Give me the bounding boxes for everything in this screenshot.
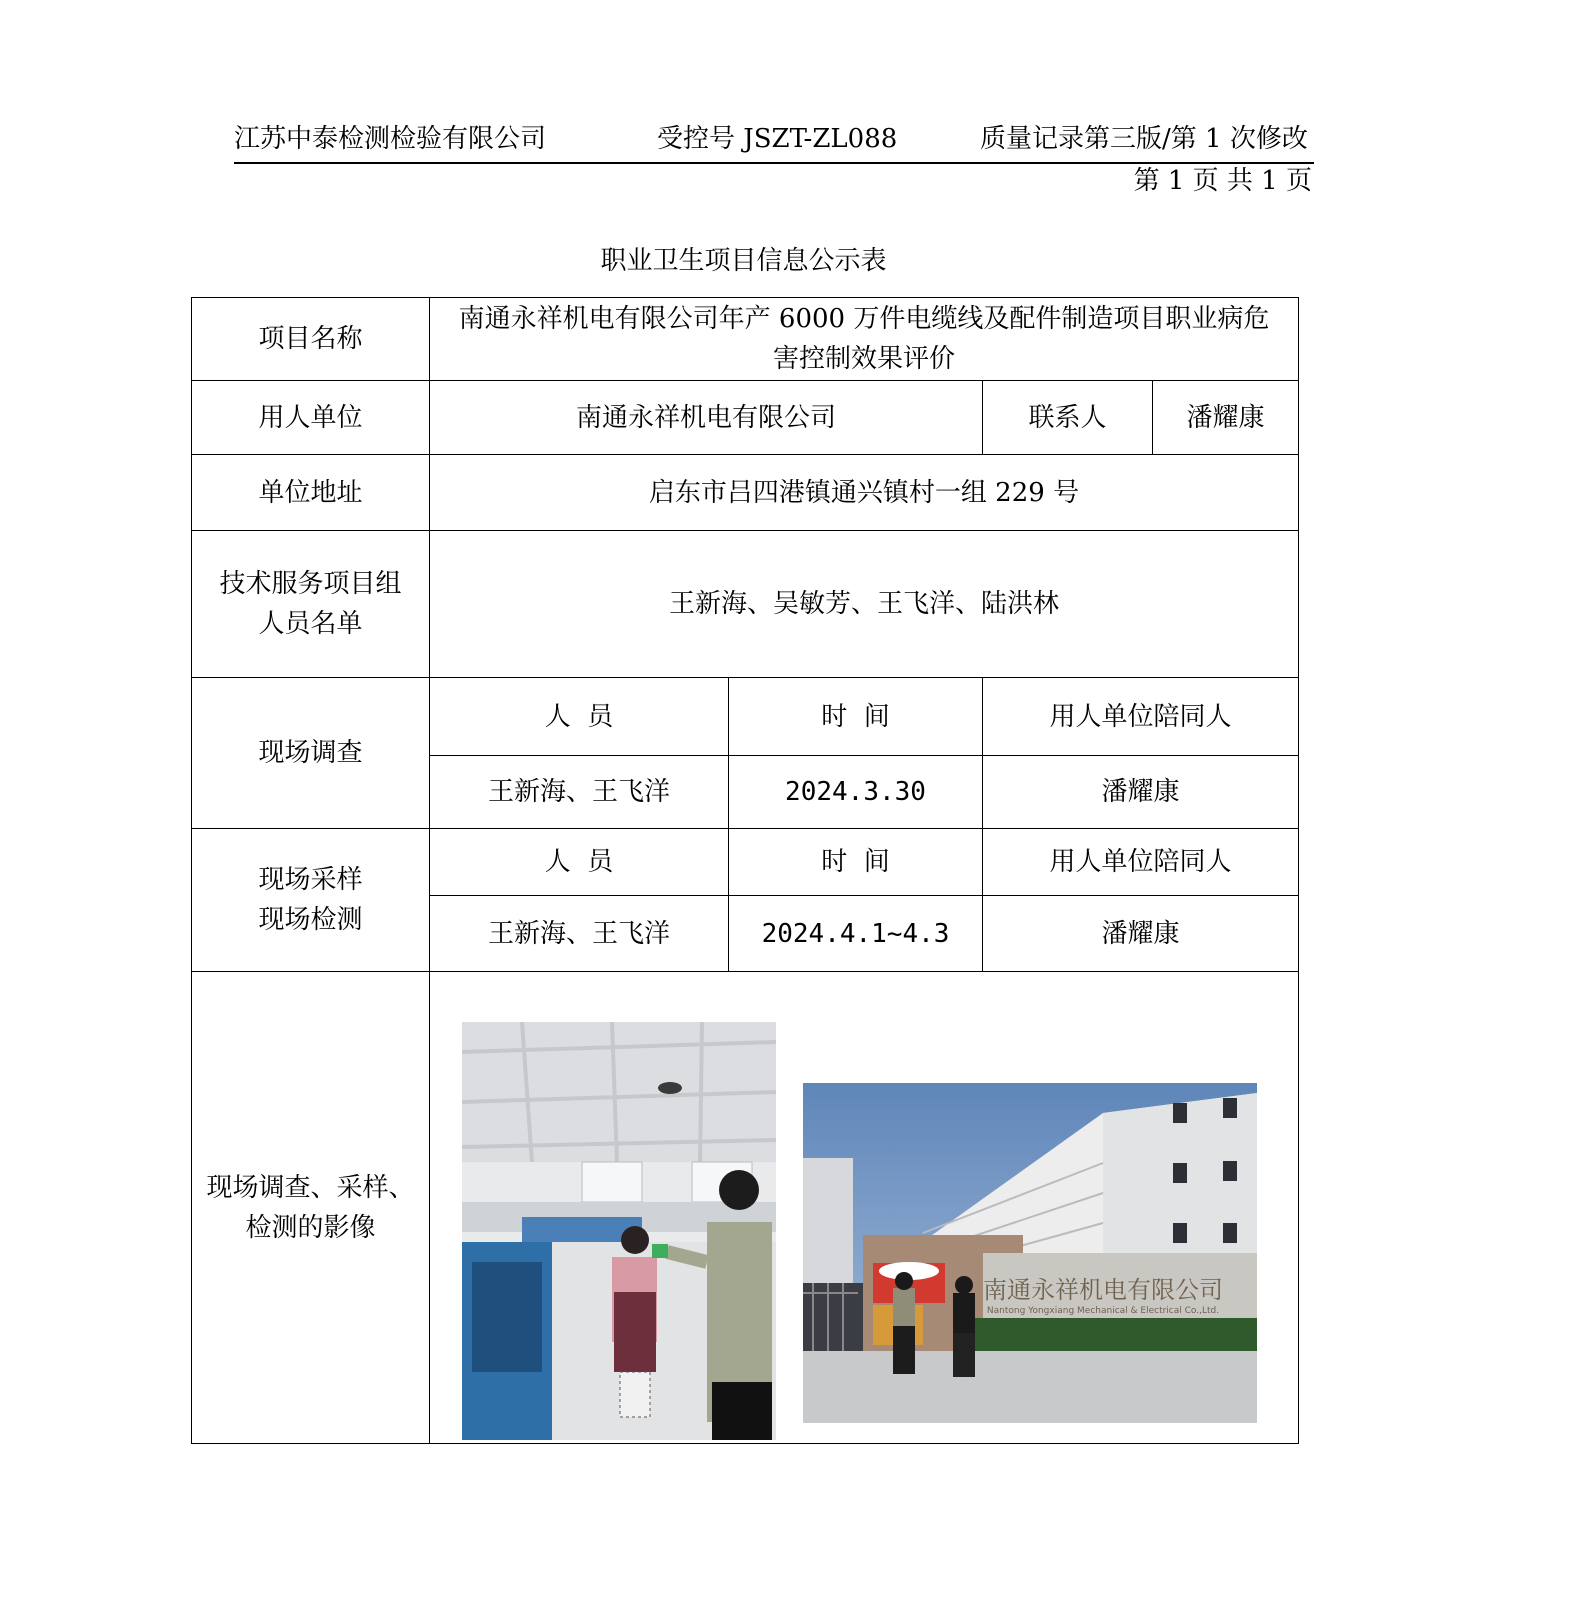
survey-label: 现场调查	[192, 678, 430, 829]
gate-sign-text-en: Nantong Yongxiang Mechanical & Electrical Co.,Ltd.	[986, 1306, 1220, 1316]
team-label-line2: 人员名单	[258, 609, 363, 639]
survey-personnel: 王新海、王飞洋	[430, 756, 729, 829]
photo-factory-interior	[462, 1022, 776, 1440]
row-address	[192, 455, 1299, 531]
survey-companion: 潘耀康	[983, 756, 1299, 829]
contact-label: 联系人	[983, 381, 1153, 455]
row-images	[192, 972, 1299, 1444]
info-table	[191, 297, 1299, 1444]
sampling-label	[192, 829, 430, 972]
survey-col-personnel: 人 员	[430, 678, 729, 756]
sampling-personnel: 王新海、王飞洋	[430, 896, 729, 972]
survey-col-companion: 用人单位陪同人	[983, 678, 1299, 756]
page-number: 第 1 页 共 1 页	[1133, 166, 1312, 196]
photo-company-gate	[803, 1083, 1257, 1423]
images-label-line2: 检测的影像	[245, 1212, 376, 1243]
header-control-no: 受控号 JSZT-ZL088	[657, 124, 898, 154]
sampling-col-companion: 用人单位陪同人	[983, 829, 1299, 896]
project-name-line1: 南通永祥机电有限公司年产 6000 万件电缆线及配件制造项目职业病危	[458, 304, 1270, 334]
project-name-cell	[430, 298, 1299, 381]
project-name-line2: 害控制效果评价	[773, 344, 956, 374]
address-label: 单位地址	[192, 455, 430, 531]
row-sampling-header	[192, 829, 1299, 896]
address-value: 启东市吕四港镇通兴镇村一组 229 号	[430, 455, 1299, 531]
survey-time: 2024.3.30	[729, 756, 983, 829]
row-team	[192, 531, 1299, 678]
sampling-col-time: 时 间	[729, 829, 983, 896]
project-name-label: 项目名称	[192, 298, 430, 381]
images-label	[192, 972, 430, 1444]
sampling-label-line1: 现场采样	[258, 865, 363, 895]
sampling-time: 2024.4.1~4.3	[729, 896, 983, 972]
employer-value: 南通永祥机电有限公司	[430, 381, 983, 455]
sampling-col-personnel: 人 员	[430, 829, 729, 896]
header-company: 江苏中泰检测检验有限公司	[234, 124, 547, 154]
row-project-name	[192, 298, 1299, 381]
images-cell	[430, 972, 1299, 1444]
row-survey-header	[192, 678, 1299, 756]
survey-col-time: 时 间	[729, 678, 983, 756]
team-label	[192, 531, 430, 678]
employer-label: 用人单位	[192, 381, 430, 455]
row-employer	[192, 381, 1299, 455]
team-label-line1: 技术服务项目组	[219, 569, 402, 599]
sampling-label-line2: 现场检测	[258, 905, 363, 935]
images-label-line1: 现场调查、采样、	[206, 1172, 415, 1203]
header-edition: 质量记录第三版/第 1 次修改	[980, 124, 1308, 154]
team-value: 王新海、吴敏芳、王飞洋、陆洪林	[430, 531, 1299, 678]
document-title: 职业卫生项目信息公示表	[600, 246, 887, 276]
gate-sign-text: 南通永祥机电有限公司	[983, 1276, 1223, 1304]
sampling-companion: 潘耀康	[983, 896, 1299, 972]
contact-value: 潘耀康	[1153, 381, 1299, 455]
